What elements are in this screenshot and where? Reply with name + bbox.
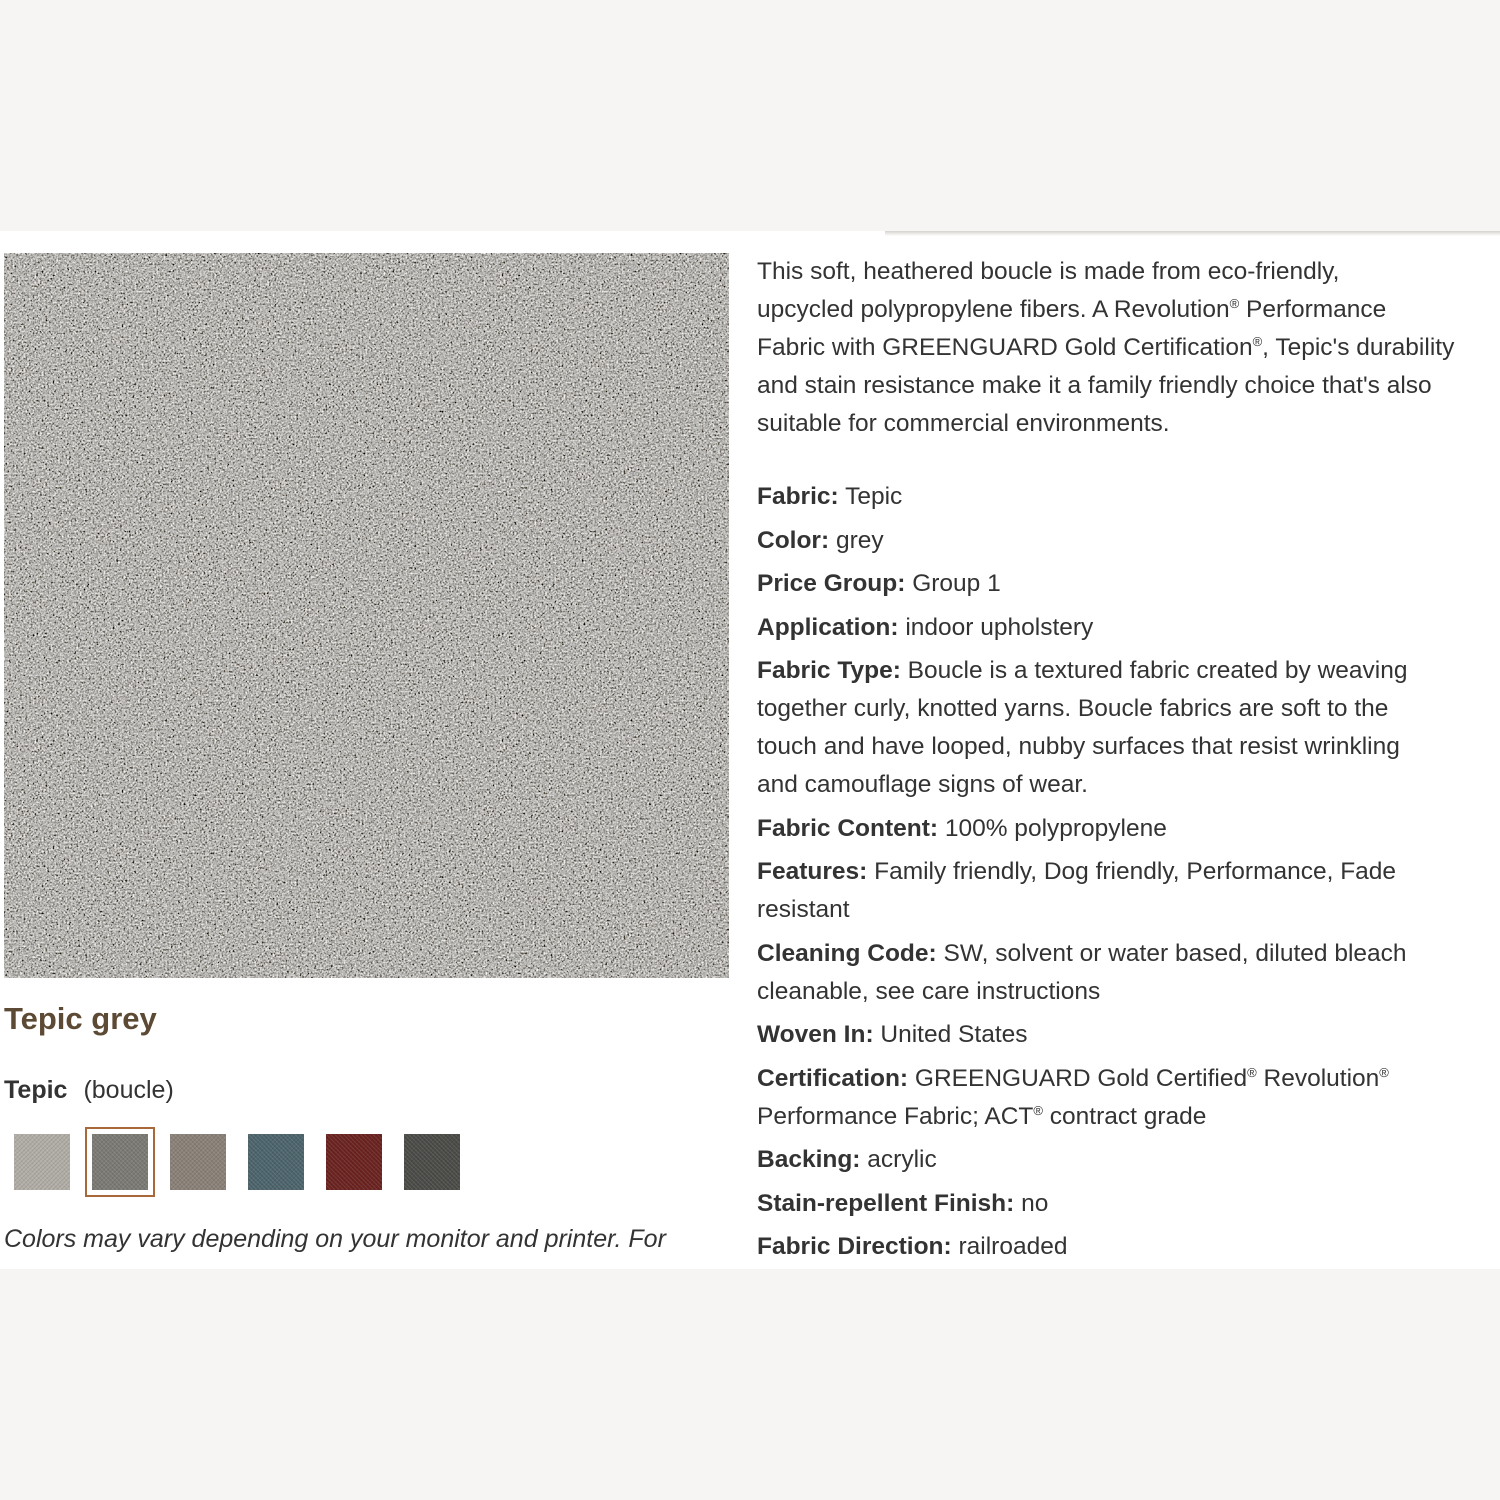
spec-value: Family friendly, Dog friendly, Performance, Fade xyxy=(874,858,1397,885)
color-swatch-light-grey[interactable] xyxy=(14,1134,70,1190)
spec-label: Fabric: xyxy=(757,483,839,510)
fabric-swatch-image xyxy=(4,253,729,978)
color-disclaimer: Colors may vary depending on your monitor and printer. For xyxy=(4,1225,666,1253)
spec-value: grey xyxy=(835,526,884,554)
description-line: Fabric with GREENGUARD Gold Certification®, Tepic's durability xyxy=(757,334,1455,361)
spec-value: Tepic xyxy=(845,483,903,510)
spec-item xyxy=(757,1016,1500,1054)
spec-label: Fabric Content: xyxy=(757,814,939,842)
spec-line xyxy=(757,891,1500,929)
spec-label: Fabric Direction: xyxy=(757,1233,952,1260)
spec-item xyxy=(757,853,1500,929)
color-swatch-charcoal[interactable] xyxy=(404,1134,460,1190)
spec-value: railroaded xyxy=(958,1233,1068,1260)
spec-line xyxy=(757,1098,1500,1136)
spec-line xyxy=(757,853,1500,891)
spec-line xyxy=(757,690,1500,728)
color-swatch-slate-blue[interactable] xyxy=(248,1134,304,1190)
spec-item xyxy=(757,609,1500,647)
spec-label: Price Group: xyxy=(757,570,906,597)
fabric-info xyxy=(757,253,1500,1260)
header-shadow xyxy=(885,231,1500,236)
spec-line xyxy=(757,565,1500,603)
spec-label: Fabric Type: xyxy=(757,657,901,684)
fabric-name-line xyxy=(4,1076,174,1105)
fabric-name: Tepic xyxy=(4,1076,68,1104)
spec-value: indoor upholstery xyxy=(905,613,1094,641)
color-swatch-burgundy[interactable] xyxy=(326,1134,382,1190)
description-line: suitable for commercial environments. xyxy=(757,410,1170,437)
spec-item xyxy=(757,565,1500,603)
spec-value: GREENGUARD Gold Certified® Revolution® xyxy=(914,1064,1389,1092)
spec-line xyxy=(757,1228,1500,1266)
spec-line xyxy=(757,973,1500,1011)
spec-line xyxy=(757,1060,1500,1098)
spec-item xyxy=(757,1185,1500,1223)
spec-line xyxy=(757,935,1500,973)
spec-list xyxy=(757,478,1500,1269)
spec-item xyxy=(757,935,1500,1011)
spec-item xyxy=(757,1141,1500,1179)
spec-value: acrylic xyxy=(867,1146,937,1173)
spec-value: together curly, knotted yarns. Boucle fabrics are soft to the xyxy=(757,695,1389,722)
spec-line xyxy=(757,1016,1500,1054)
spec-value: cleanable, see care instructions xyxy=(757,977,1101,1005)
spec-label: Features: xyxy=(757,858,868,885)
spec-value: Boucle is a textured fabric created by weaving xyxy=(907,657,1408,684)
fabric-detail-panel xyxy=(0,231,1500,1269)
spec-item xyxy=(757,810,1500,848)
spec-label: Color: xyxy=(757,526,830,554)
spec-value: no xyxy=(1021,1189,1049,1217)
spec-label: Cleaning Code: xyxy=(757,939,937,967)
spec-label: Woven In: xyxy=(757,1021,874,1048)
spec-line xyxy=(757,609,1500,647)
spec-value: Performance Fabric; ACT® contract grade xyxy=(757,1102,1207,1130)
description-line: upcycled polypropylene fibers. A Revolution® Performance xyxy=(757,296,1387,323)
spec-value: and camouflage signs of wear. xyxy=(757,771,1088,798)
fabric-title: Tepic grey xyxy=(4,1001,157,1036)
spec-item xyxy=(757,478,1500,516)
spec-item xyxy=(757,652,1500,804)
spec-value: SW, solvent or water based, diluted bleach xyxy=(943,939,1407,967)
boucle-texture xyxy=(4,253,729,978)
spec-line xyxy=(757,766,1500,804)
spec-item xyxy=(757,1228,1500,1266)
spec-line xyxy=(757,478,1500,516)
description-line: and stain resistance make it a family friendly choice that's also xyxy=(757,372,1432,399)
fabric-description xyxy=(757,253,1500,443)
spec-line xyxy=(757,652,1500,690)
spec-line xyxy=(757,522,1500,560)
spec-value: Group 1 xyxy=(912,570,1001,597)
spec-value: resistant xyxy=(757,896,850,923)
spec-label: Application: xyxy=(757,613,899,641)
spec-value: United States xyxy=(880,1021,1028,1048)
spec-item xyxy=(757,522,1500,560)
spec-value: 100% polypropylene xyxy=(944,814,1167,842)
spec-line xyxy=(757,1185,1500,1223)
spec-value: touch and have looped, nubby surfaces that resist wrinkling xyxy=(757,733,1400,760)
spec-line xyxy=(757,1141,1500,1179)
description-line: This soft, heathered boucle is made from eco-friendly, xyxy=(757,258,1340,285)
spec-line xyxy=(757,728,1500,766)
spec-item xyxy=(757,1060,1500,1136)
spec-label: Backing: xyxy=(757,1146,861,1173)
fabric-type: (boucle) xyxy=(83,1076,174,1104)
color-swatch-taupe[interactable] xyxy=(170,1134,226,1190)
spec-label: Stain-repellent Finish: xyxy=(757,1189,1015,1217)
spec-line xyxy=(757,810,1500,848)
selected-swatch-outline xyxy=(85,1127,155,1197)
spec-label: Certification: xyxy=(757,1064,909,1092)
